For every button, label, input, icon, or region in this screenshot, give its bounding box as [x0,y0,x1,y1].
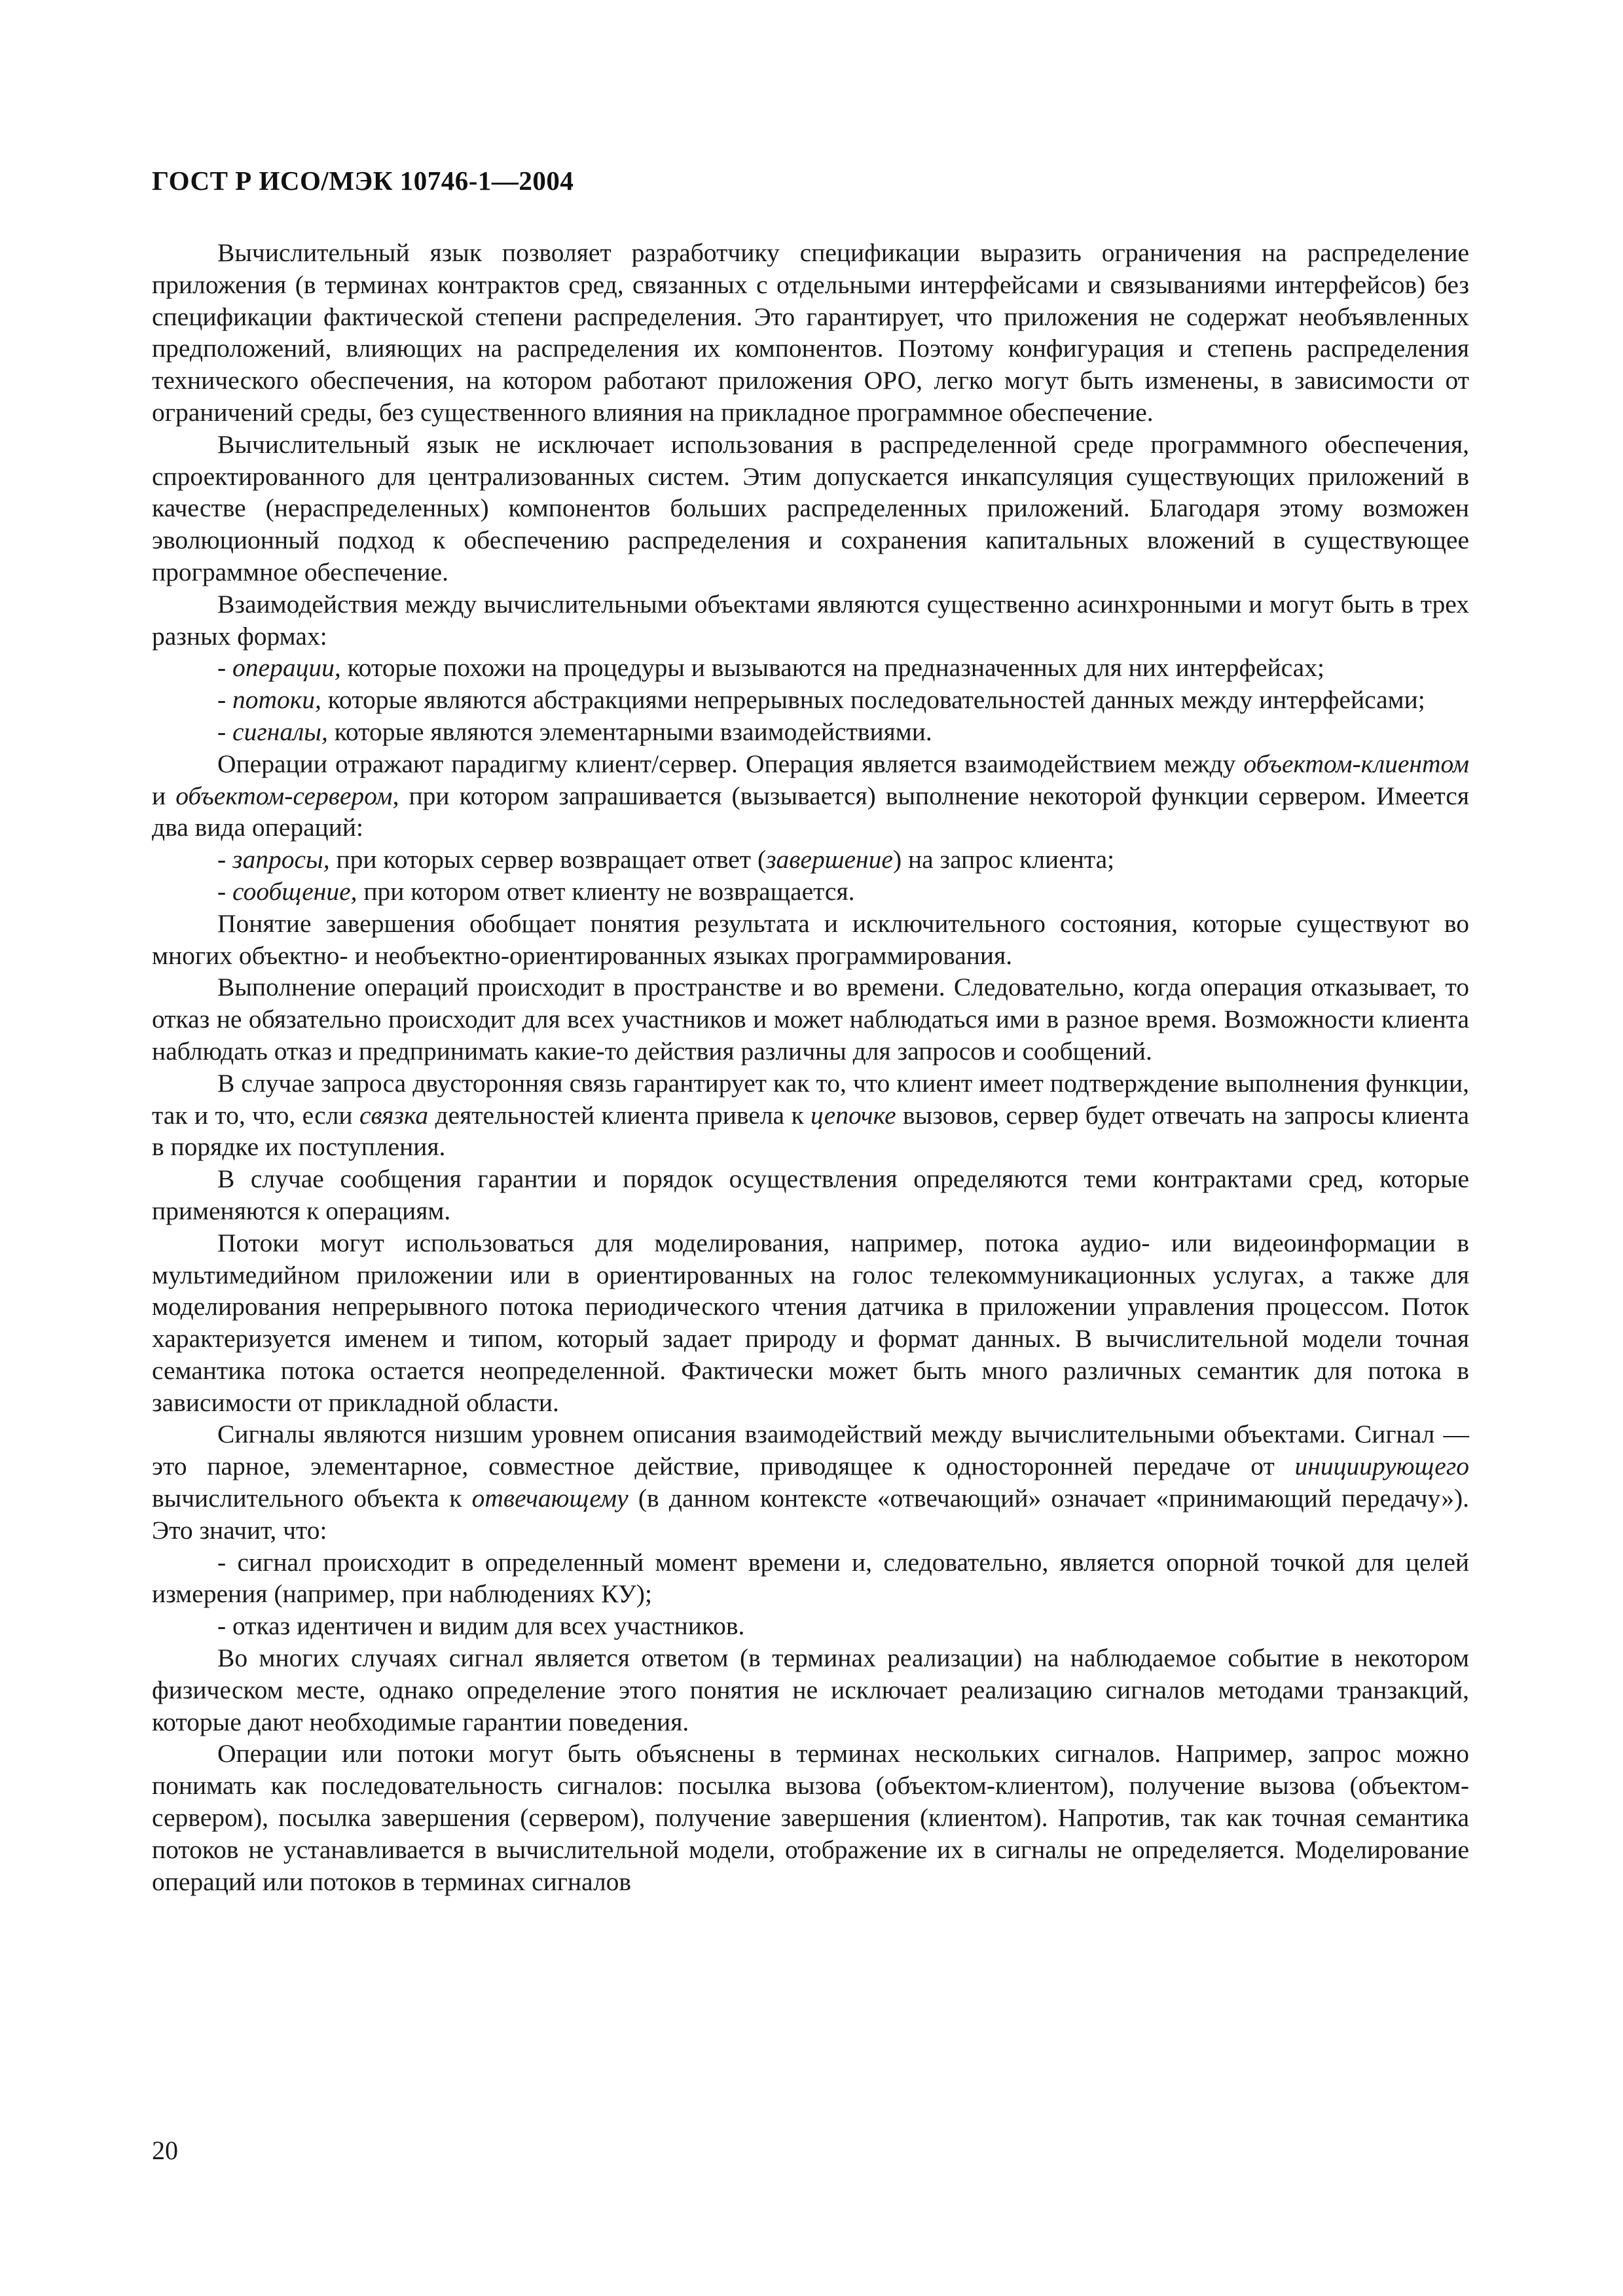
italic-term: отвечающему [471,1484,629,1513]
text-run: Сигналы являются низшим уровнем описания взаимодействий между вычислительными объектами. Сигнал — это парное, элементарное, совместное действие, приводящее к односторонней передаче от [152,1420,1469,1481]
italic-term: потоки, [232,685,321,715]
paragraph [152,588,1469,653]
paragraph [152,748,1469,844]
italic-term: инициирующего [1294,1452,1469,1481]
page-number: 20 [152,2136,178,2165]
italic-term: связка [359,1100,429,1130]
text-run: (в данном контексте «отвечающий» означает «принимающий передачу»). Это значит, что: [152,1484,1469,1545]
text-run: Вычислительный язык не исключает использования в распределенной среде программного обеспечения, спроектированного для централизованных систем. Этим допускается инкапсуляция существующих приложений в качестве (нераспределенных) компонентов больших распределенных приложений. Благодаря этому возможен эволюционный подход к обеспечению распределения и сохранения капитальных вложений в существующее программное обеспечение. [152,429,1469,586]
text-run: - [217,653,233,683]
text-run: Операции отражают парадигму клиент/сервер. Операция является взаимодействием между [217,749,1244,778]
italic-term: объектом-сервером, [175,781,399,810]
paragraph [152,652,1469,684]
paragraph [152,1418,1469,1546]
paragraph [152,1067,1469,1163]
paragraph [152,844,1469,876]
italic-term: запросы, [232,845,330,874]
text-run: В случае запроса двусторонняя связь гарантирует как то, что клиент имеет подтверждение выполнения функции, так и то, что, если [152,1068,1469,1130]
text-run: вызовов, сервер будет отвечать на запросы клиента в порядке их поступления. [152,1100,1469,1162]
paragraph [152,908,1469,972]
paragraph [152,1227,1469,1419]
text-run: - [217,876,233,906]
text-run: - [217,717,233,746]
italic-term: сообщение, [232,876,357,906]
text-run: - отказ идентичен и видим для всех участников. [217,1611,745,1641]
text-run: которые являются элементарными взаимодействиями. [327,717,932,746]
text-run: Во многих случаях сигнал является ответом (в терминах реализации) на наблюдаемое событие в некотором физическом месте, однако определение этого понятия не исключает реализацию сигналов методами транзакций, которые дают необходимые гарантии поведения. [152,1643,1469,1736]
text-run: при которых сервер возвращает ответ ( [329,845,767,874]
text-run: при котором запрашивается (вызывается) выполнение некоторой функции сервером. Имеется два вида операций: [152,781,1469,842]
paragraph [152,716,1469,748]
italic-term: завершение [766,845,893,874]
text-run: Выполнение операций происходит в пространстве и во времени. Следовательно, когда операция отказывает, то отказ не обязательно происходит для всех участников и может наблюдаться ими в разное время. Возможности клиента наблюдать отказ и предпринимать какие-то действия различны для запросов и сообщений. [152,973,1469,1066]
text-run: ) на запрос клиента; [892,845,1115,874]
italic-term: цепочке [811,1100,896,1130]
paragraph [152,429,1469,588]
italic-term: сигналы, [232,717,328,746]
text-run: которые похожи на процедуры и вызываются на предназначенных для них интерфейсах; [340,653,1324,683]
text-run: Понятие завершения обобщает понятия результата и исключительного состояния, которые существуют во многих объектно- и необъектно-ориентированных языках программирования. [152,908,1469,970]
paragraph [152,237,1469,429]
text-run: деятельностей клиента привела к [428,1100,811,1130]
text-run: Вычислительный язык позволяет разработчику спецификации выразить ограничения на распределение приложения (в терминах контрактов сред, связанных с отдельными интерфейсами и связываниями интерфейсов) без спецификации фактической степени распределения. Это гарантирует, что приложения не содержат необъявленных предположений, влияющих на распределения их компонентов. Поэтому конфигурация и степень распределения технического обеспечения, на котором работают приложения ОРО, легко могут быть изменены, в зависимости от ограничений среды, без существенного влияния на прикладное программное обеспечение. [152,238,1469,427]
text-run: которые являются абстракциями непрерывных последовательностей данных между интерфейсами; [321,685,1425,715]
page-header-standard-id: ГОСТ Р ИСО/МЭК 10746-1—2004 [152,166,574,196]
text-run: В случае сообщения гарантии и порядок осуществления определяются теми контрактами сред, которые применяются к операциям. [152,1164,1469,1225]
paragraph [152,1547,1469,1611]
paragraph [152,1610,1469,1642]
paragraph [152,684,1469,716]
text-run: - [217,845,233,874]
text-run: Взаимодействия между вычислительными объектами являются существенно асинхронными и могут быть в трех разных формах: [152,589,1469,651]
document-body [152,237,1469,1897]
text-run: Операции или потоки могут быть объяснены в терминах нескольких сигналов. Например, запрос можно понимать как последовательность сигналов: посылка вызова (объектом-клиентом), получение вызова (объектом-сервером), посылка завершения (сервером), получение завершения (клиентом). Напротив, так как точная семантика потоков не устанавливается в вычислительной модели, отображение их в сигналы не определяется. Моделирование операций или потоков в терминах сигналов [152,1739,1469,1896]
text-run: - сигнал происходит в определенный момент времени и, следовательно, является опорной точкой для целей измерения (например, при наблюдениях КУ); [152,1547,1469,1609]
paragraph [152,1642,1469,1738]
italic-term: операции, [232,653,341,683]
paragraph [152,1163,1469,1227]
text-run: Потоки могут использоваться для моделирования, например, потока аудио- или видеоинформации в мультимедийном приложении или в ориентированных на голос телекоммуникационных услугах, а также для моделирования непрерывного потока периодического чтения датчика в приложении управления процессом. Поток характеризуется именем и типом, который задает природу и формат данных. В вычислительной модели точная семантика потока остается неопределенной. Фактически может быть много различных семантик для потока в зависимости от прикладной области. [152,1228,1469,1417]
paragraph [152,876,1469,908]
text-run: - [217,685,233,715]
text-run: вычислительного объекта к [152,1484,472,1513]
text-run: и [152,781,176,810]
paragraph [152,971,1469,1067]
text-run: при котором ответ клиенту не возвращается. [357,876,855,906]
paragraph [152,1738,1469,1897]
italic-term: объектом-клиентом [1243,749,1469,778]
